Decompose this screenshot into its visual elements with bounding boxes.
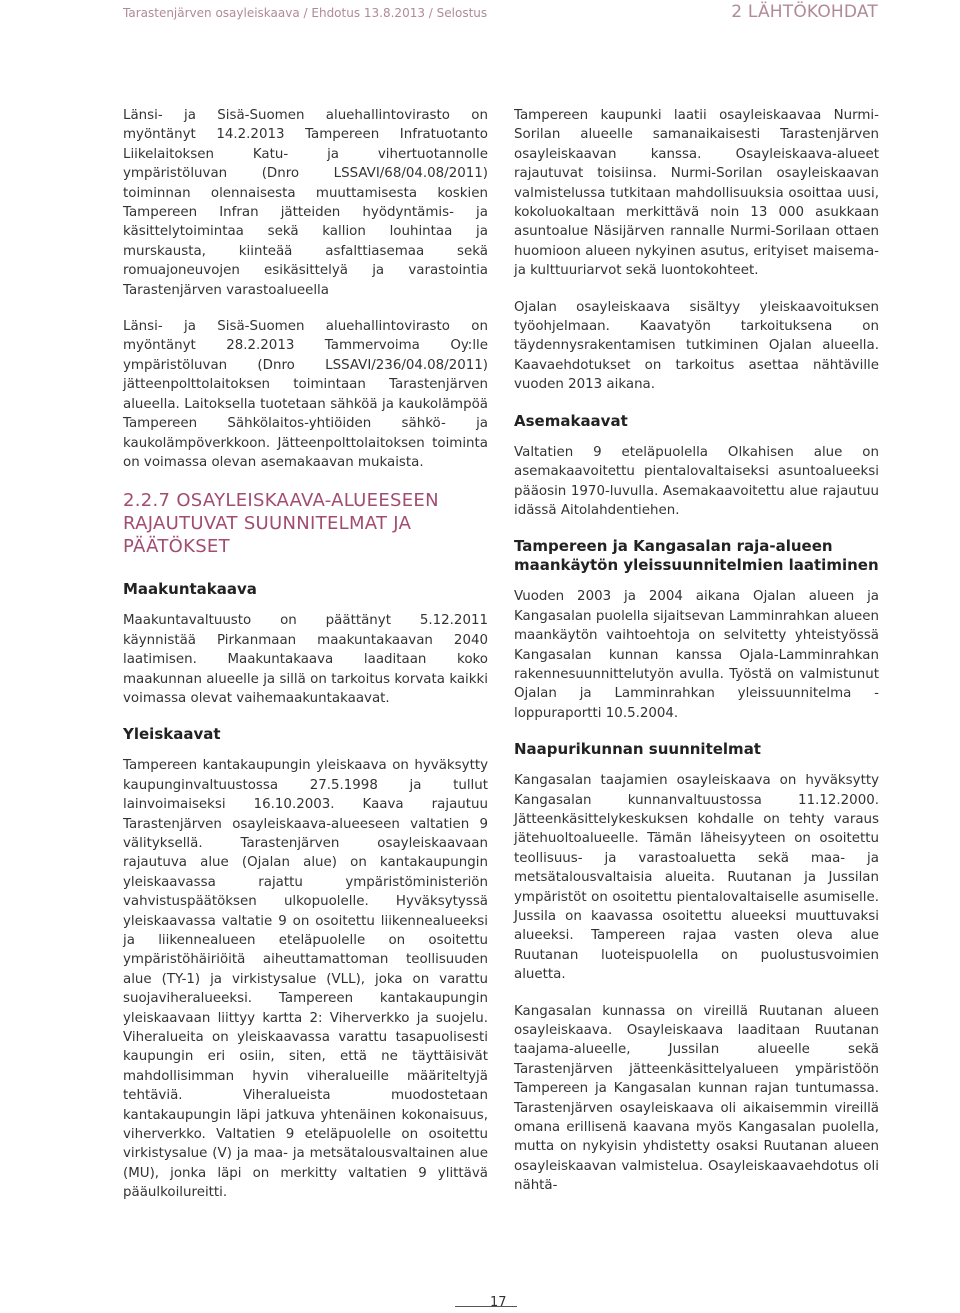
paragraph: Ojalan osayleiskaava sisältyy yleiskaavoituksen työohjelmaan. Kaavatyön tarkoituksena on täydennysrakentamisen tutkiminen Ojalan alueella. Kaavaehdotukset on tarkoitus asettaa nähtäville vuoden 2013 aikana. [514,299,879,393]
paragraph: Kangasalan taajamien osayleiskaava on hyväksytty Kangasalan kunnanvaltuustossa 11.12.2000. Jätteenkäsittelykeskuksen kohdalle on tehty varaus jätehuoltoalueelle. Tämän läheisyyteen on osoitettu teollisuus- ja varastoaluetta sekä maa- ja metsätalousvaltaisia alueita. Ruutanan ja Jussilan ympäristöt on osoitettu pientalovaltaiselle asumiselle. Jussila on kaavassa osoitettu alueeksi muuttuvaksi alueeksi. Tampereen rajaa vasten oleva alue Ruutanan luoteispuolella on puolustusvoimien aluetta. [514,773,879,983]
paragraph: Tampereen kaupunki laatii osayleiskaavaa Nurmi-Sorilan alueelle samanaikaisesti Tarastenjärven osayleiskaavan kanssa. Osayleiskaava-alueet rajautuvat toisiinsa. Nurmi-Sorilan osayleiskaavan valmistelussa tutkitaan mahdollisuuksia osoittaa uusi, kokoluokaltaan merkittävä noin 13 000 asukkaan asuntoalue Näsijärven rannalle Nurmi-Sorilaan ottaen huomioon alueen nykyinen asutus, erityiset maisema- ja kulttuuriarvot sekä luontokohteet. [514,108,879,279]
document-title: Tarastenjärven osayleiskaava / Ehdotus 13.8.2013 / Selostus [123,6,488,20]
paragraph: Valtatien 9 eteläpuolella Olkahisen alue on asemakaavoitettu pientalovaltaiseksi asuntoalueeksi pääosin 1970-luvulla. Asemakaavoitettu alue rajautuu idässä Aitolahdentiehen. [514,444,879,518]
subheading-maakuntakaava: Maakuntakaava [123,580,257,599]
paragraph: Länsi- ja Sisä-Suomen aluehallintovirasto on myöntänyt 14.2.2013 Tampereen Infratuotanto Liikelaitoksen Katu- ja vihertuotannolle ympäristöluvan (Dnro LSSAVI/68/04.08/2011) toiminnan olennaisesta muuttamisesta koskien Tampereen Infran jätteiden hyödyntämis- ja käsittelytoimintaa sekä kallion louhintaa ja murskausta, kiinteää asfalttiasemaa sekä romuajoneuvojen esikäsittelyä ja varastointia Tarastenjärven varastoalueella [123,108,488,298]
section-title: 2.2.7 OSAYLEISKAAVA-ALUEESEEN RAJAUTUVAT SUUNNITELMAT JA PÄÄTÖKSET [123,490,439,558]
page-header [0,0,960,30]
paragraph: Tampereen kantakaupungin yleiskaava on hyväksytty kaupunginvaltuustossa 27.5.1998 ja tullut lainvoimaiseksi 16.10.2003. Kaava rajautuu Tarastenjärven osayleiskaava-alueeseen valtatien 9 välityksellä. Tarastenjärven osayleiskaavaan rajautuva alue (Ojalan alue) on kantakaupungin yleiskaavassa rajattu ympäristöministeriön vahvistuspäätöksen ulkopuolelle. Hyväksytyssä yleiskaavassa valtatie 9 on osoitettu liikennealueeksi ja liikennealueen eteläpuolelle on osoitettu ympäristöhäiriöitä aiheuttamattoman teollisuuden alue (TY-1) ja virkistysalue (VLL), joka on varattu suojaviheralueeksi. Tampereen kantakaupungin yleiskaavaan liittyy kartta 2: Viherverkko ja suojelu. Viheralueita on yleiskaavassa varattu tasapuolisesti kaupungin eri osiin, siten, että ne täyttäisivät mahdollisimman hyvin viheralueille määriteltyjä tehtäviä. Viheralueista muodostetaan kantakaupungin läpi jatkuva yhtenäinen kokonaisuus, viherverkko. Valtatien 9 eteläpuolelle on osoitettu virkistysalue (V) ja maa- ja metsätalousvaltainen alue (MU), jonka läpi on merkitty valtatien 9 ylittävä pääulkoilureitti. [123,758,488,1201]
paragraph: Vuoden 2003 ja 2004 aikana Ojalan alueen ja Kangasalan puolella sijaitsevan Lamminrahkan alueen maankäytön vaihtoehtoja on selvitetty yhteistyössä Kangasalan kunnan kanssa Ojala-Lamminrahkan rakennesuunnittelutyön avulla. Työstä on valmistunut Ojalan ja Lamminrahkan yleissuunnitelma -loppuraportti 10.5.2004. [514,589,879,721]
subheading-raja-alue: Tampereen ja Kangasalan raja-alueen maankäytön yleissuunnitelmien laatiminen [514,537,879,575]
page-number: 17 [490,1295,507,1310]
chapter-title: 2 LÄHTÖKOHDAT [731,2,878,22]
paragraph: Maakuntavaltuusto on päättänyt 5.12.2011 käynnistää Pirkanmaan maakuntakaavan 2040 laatimisen. Maakuntakaava laaditaan koko maakunnan alueelle ja sillä on tarkoitus korvata kaikki voimassa olevat vaihemaakuntakaavat. [123,613,488,706]
paragraph: Länsi- ja Sisä-Suomen aluehallintovirasto on myöntänyt 28.2.2013 Tammervoima Oy:lle ympäristöluvan (Dnro LSSAVI/236/04.08/2011) jätteenpolttolaitoksen toimintaan Tarastenjärven alueella. Laitoksella tuotetaan sähköä ja kaukolämpöä Tampereen Sähkölaitos-yhtiöiden sähkö- ja kaukolämpöverkkoon. Jätteenpolttolaitoksen toiminta on voimassa olevan asemakaavan mukaista. [123,319,488,470]
left-column [123,106,488,1220]
right-column [514,106,879,1213]
subheading-asemakaavat: Asemakaavat [514,411,628,430]
subheading-yleiskaavat: Yleiskaavat [123,725,221,744]
paragraph: Kangasalan kunnassa on vireillä Ruutanan alueen osayleiskaava. Osayleiskaava laaditaan Ruutanan taajama-alueelle, Jussilan alueelle sekä Tarastenjärven jätteenkäsittelyalueen ympäristöön Tampereen ja Kangasalan kunnan rajan tuntumassa. Tarastenjärven osayleiskaava oli aikaisemmin vireillä omana erillisenä kaavana myös Kangasalan puolella, mutta on nykyisin yhdistetty osaksi Ruutanan alueen osayleiskaavan valmistelua. Osayleiskaavaehdotus oli nähtä- [514,1003,879,1194]
subheading-naapurikunta: Naapurikunnan suunnitelmat [514,740,761,759]
footer-rule [455,1306,517,1307]
